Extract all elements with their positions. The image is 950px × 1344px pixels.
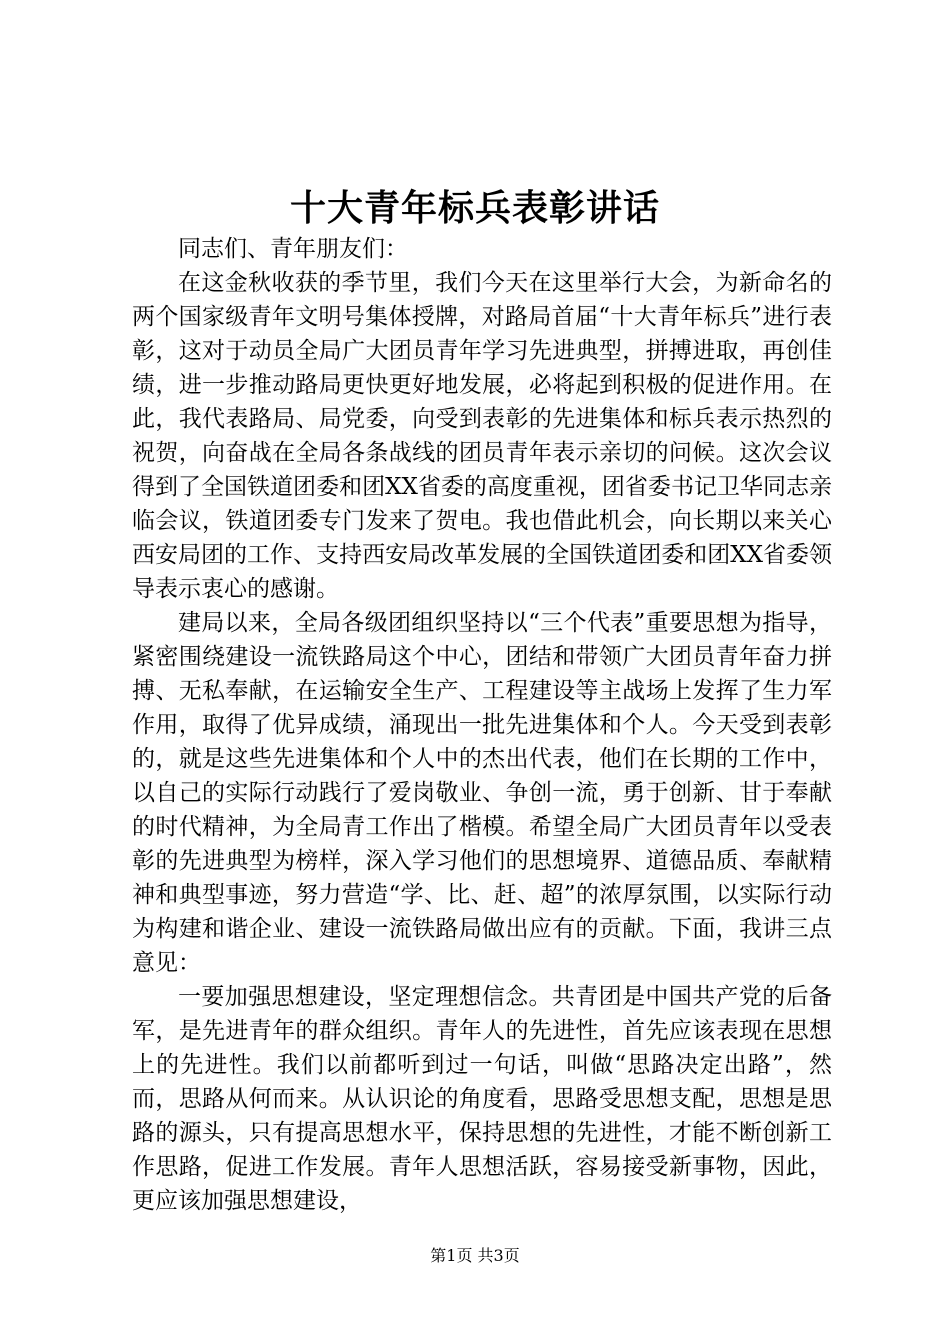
document-title: 十大青年标兵表彰讲话	[289, 187, 660, 229]
salutation-paragraph: 同志们、青年朋友们：	[178, 236, 408, 262]
body-paragraph: 建局以来，全局各级团组织坚持以“三个代表”重要思想为指导，紧密围绕建设一流铁路局这个中心，团结和带领广大团员青年奋力拼搏、无私奉献，在运输安全生产、工程建设等主战场上发挥了生力军作用，取得了优异成绩，涌现出一批先进集体和个人。今天受到表彰的，就是这些先进集体和个人中的杰出代表，他们在长期的工作中，以自己的实际行动践行了爱岗敬业、争创一流，勇于创新、甘于奉献的时代精神，为全局青工作出了楷模。希望全局广大团员青年以受表彰的先进典型为榜样，深入学习他们的思想境界、道德品质、奉献精神和典型事迹，努力营造“学、比、赶、超”的浓厚氛围，以实际行动为构建和谐企业、建设一流铁路局做出应有的贡献。下面，我讲三点意见：	[132, 610, 832, 976]
page-number: 第1页 共3页	[430, 1246, 520, 1265]
body-paragraph: 一要加强思想建设，坚定理想信念。共青团是中国共产党的后备军，是先进青年的群众组织。青年人的先进性，首先应该表现在思想上的先进性。我们以前都听到过一句话，叫做“思路决定出路”，然而，思路从何而来。从认识论的角度看，思路受思想支配，思想是思路的源头，只有提高思想水平，保持思想的先进性，才能不断创新工作思路，促进工作发展。青年人思想活跃，容易接受新事物，因此，更应该加强思想建设，	[132, 984, 832, 1214]
body-paragraph: 在这金秋收获的季节里，我们今天在这里举行大会，为新命名的两个国家级青年文明号集体授牌，对路局首届“十大青年标兵”进行表彰，这对于动员全局广大团员青年学习先进典型，拼搏进取，再创佳绩，进一步推动路局更快更好地发展，必将起到积极的促进作用。在此，我代表路局、局党委，向受到表彰的先进集体和标兵表示热烈的祝贺，向奋战在全局各条战线的团员青年表示亲切的问候。这次会议得到了全国铁道团委和团XX省委的高度重视，团省委书记卫华同志亲临会议，铁道团委专门发来了贺电。我也借此机会，向长期以来关心西安局团的工作、支持西安局改革发展的全国铁道团委和团XX省委领导表示衷心的感谢。	[132, 270, 832, 602]
page-footer	[0, 1246, 950, 1266]
document-body	[132, 232, 832, 1218]
